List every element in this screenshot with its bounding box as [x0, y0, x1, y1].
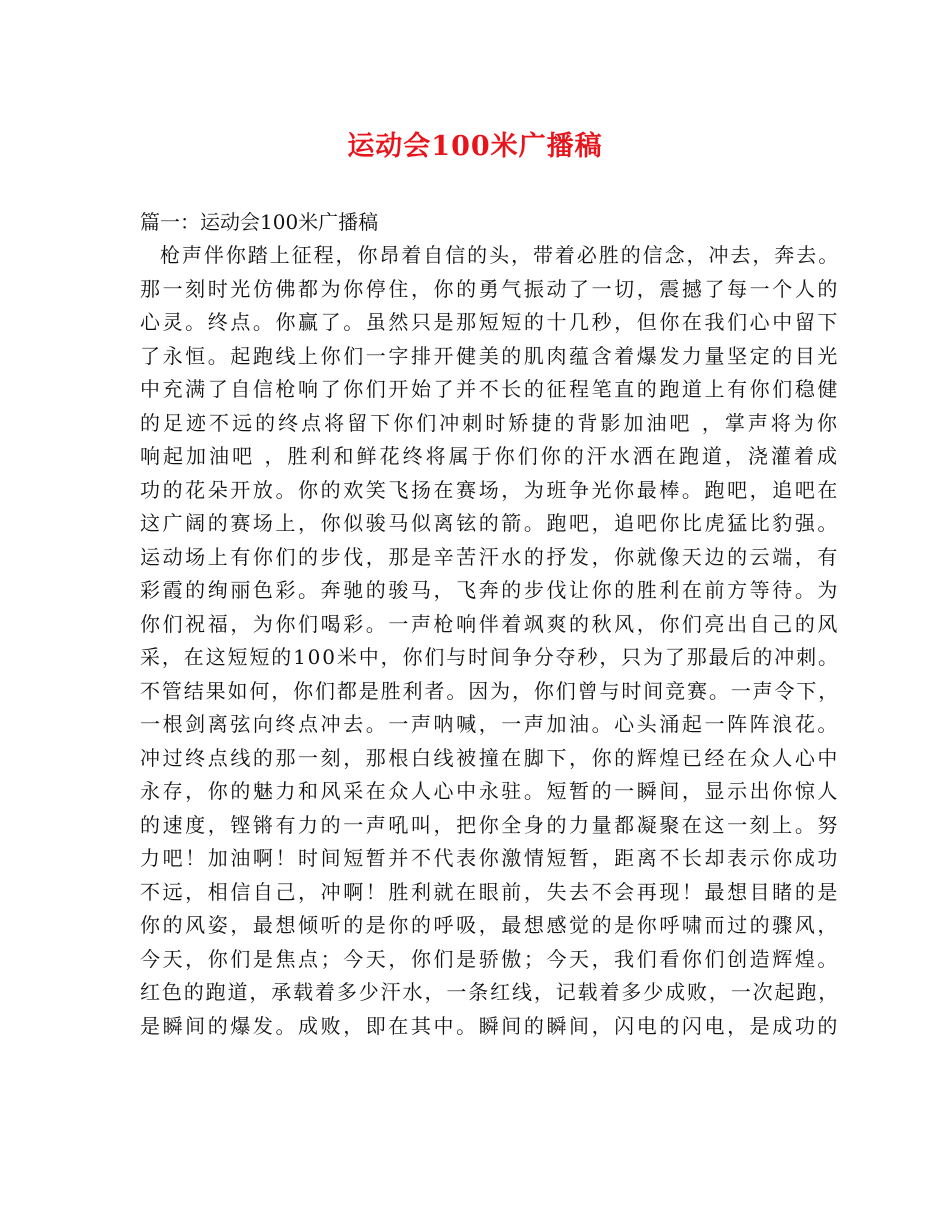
body-line: 今天，你们是焦点；今天，你们是骄傲；今天，我们看你们创造辉煌。 — [140, 946, 840, 971]
body-text — [140, 239, 840, 1043]
body-line: 功的花朵开放。你的欢笑飞扬在赛场，为班争光你最棒。跑吧，追吧在 — [140, 477, 840, 502]
body-line: 了永恒。起跑线上你们一字排开健美的肌肉蕴含着爆发力量坚定的目光 — [140, 343, 840, 368]
body-line: 响起加油吧 ，胜利和鲜花终将属于你们你的汗水洒在跑道，浇灌着成 — [140, 444, 840, 468]
body-line: 冲过终点线的那一刻，那根白线被撞在脚下，你的辉煌已经在众人心中 — [140, 745, 840, 770]
body-line: 力吧！加油啊！时间短暂并不代表你激情短暂，距离不长却表示你成功 — [140, 846, 840, 870]
body-line: 这广阔的赛场上，你似骏马似离铉的箭。跑吧，追吧你比虎猛比豹强。 — [140, 511, 840, 535]
document-title: 运动会100米广播稿 — [347, 131, 603, 162]
body-line: 是瞬间的爆发。成败，即在其中。瞬间的瞬间，闪电的闪电，是成功的 — [140, 1013, 840, 1038]
body-line: 中充满了自信枪响了你们开始了并不长的征程笔直的跑道上有你们稳健 — [140, 377, 840, 401]
body-line: 彩霞的绚丽色彩。奔驰的骏马，飞奔的步伐让你的胜利在前方等待。为 — [140, 578, 840, 602]
body-line: 运动场上有你们的步伐，那是辛苦汗水的抒发，你就像天边的云端，有 — [140, 544, 840, 569]
body-line: 枪声伴你踏上征程，你昂着自信的头，带着必胜的信念，冲去，奔去。 — [160, 243, 840, 267]
section-heading: 篇一：运动会100米广播稿 — [140, 210, 379, 234]
body-line: 心灵。终点。你赢了。虽然只是那短短的十几秒，但你在我们心中留下 — [140, 310, 840, 334]
body-line: 一根剑离弦向终点冲去。一声呐喊，一声加油。心头涌起一阵阵浪花。 — [140, 712, 840, 736]
body-line: 你的风姿，最想倾听的是你的呼吸，最想感觉的是你呼啸而过的骤风， — [140, 913, 840, 937]
body-line: 采，在这短短的100米中，你们与时间争分夺秒，只为了那最后的冲刺。 — [140, 645, 840, 669]
body-line: 不远，相信自己，冲啊！胜利就在眼前，失去不会再现！最想目睹的是 — [140, 879, 840, 904]
body-line: 你们祝福，为你们喝彩。一声枪响伴着飒爽的秋风，你们亮出自己的风 — [140, 611, 840, 636]
body-line: 红色的跑道，承载着多少汗水，一条红线，记载着多少成败，一次起跑， — [140, 980, 840, 1004]
body-line: 不管结果如何，你们都是胜利者。因为，你们曾与时间竞赛。一声令下， — [140, 678, 840, 703]
body-line: 的足迹不远的终点将留下你们冲刺时矫捷的背影加油吧 ，掌声将为你 — [140, 410, 840, 435]
body-line: 那一刻时光仿佛都为你停住，你的勇气振动了一切，震撼了每一个人的 — [140, 276, 840, 301]
body-line: 的速度，铿锵有力的一声吼叫，把你全身的力量都凝聚在这一刻上。努 — [140, 812, 840, 837]
body-line: 永存，你的魅力和风采在众人心中永驻。短暂的一瞬间，显示出你惊人 — [140, 779, 840, 803]
